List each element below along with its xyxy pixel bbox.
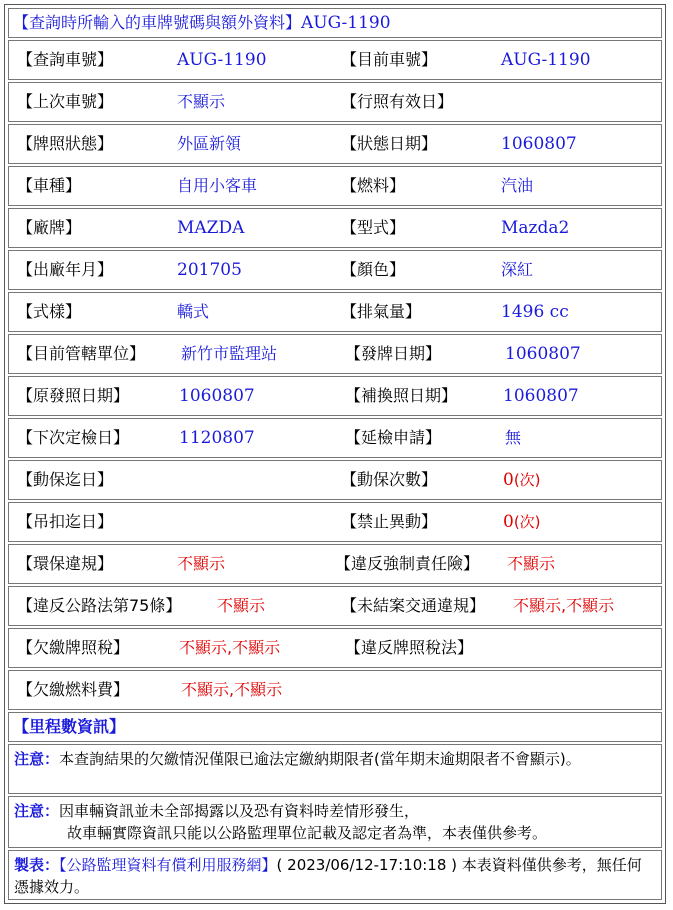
field-label: 【下次定檢日】 <box>17 428 130 447</box>
query-header-row <box>8 8 662 38</box>
field-label: 【延檢申請】 <box>345 428 442 447</box>
note-2-line1: 因車輛資訊並未全部揭露以及恐有資料時差情形發生， <box>59 802 420 820</box>
info-row <box>8 628 662 668</box>
info-row <box>8 82 662 122</box>
field-value: 深紅 <box>501 260 534 279</box>
field-label: 【牌照狀態】 <box>17 134 114 153</box>
field-value: 自用小客車 <box>177 176 258 195</box>
info-row <box>8 376 662 416</box>
field-label: 【違反強制責任險】 <box>335 554 480 573</box>
field-label: 【未結案交通違規】 <box>341 596 486 615</box>
count-number: 0 <box>503 512 514 532</box>
note-row-2 <box>8 796 662 848</box>
field-value: 不顯示,不顯示 <box>181 680 283 699</box>
field-value: 不顯示 <box>177 554 226 573</box>
field-value: 外區新領 <box>177 134 242 153</box>
field-value: 轎式 <box>177 302 210 321</box>
field-label: 【原發照日期】 <box>17 386 130 405</box>
vehicle-info-sheet <box>4 4 666 904</box>
field-value: 不顯示 <box>507 554 556 573</box>
field-label: 【上次車號】 <box>17 92 114 111</box>
service-link[interactable]: 【公路監理資料有償利用服務網】 <box>59 856 277 874</box>
count-number: 0 <box>503 470 514 490</box>
field-label: 【車種】 <box>17 176 82 195</box>
field-value: 1060807 <box>501 134 577 154</box>
field-label: 【排氣量】 <box>341 302 422 321</box>
note-row-1 <box>8 744 662 794</box>
field-value: 不顯示,不顯示 <box>179 638 281 657</box>
field-value: Mazda2 <box>501 218 570 238</box>
field-value: 新竹市監理站 <box>181 344 278 363</box>
note-1-head: 注意： <box>14 750 60 768</box>
field-label: 【禁止異動】 <box>341 512 438 531</box>
info-row <box>8 544 662 584</box>
field-value: 不顯示 <box>177 92 226 111</box>
field-value: 汽油 <box>501 176 534 195</box>
field-value: 1060807 <box>505 344 581 364</box>
field-value: 1060807 <box>179 386 255 406</box>
field-value: 1496 cc <box>501 302 569 322</box>
note-2-line2: 故車輛實際資訊只能以公路監理單位記載及認定者為準，本表僅供參考。 <box>67 824 548 842</box>
field-label: 【吊扣迄日】 <box>17 512 114 531</box>
info-row <box>8 670 662 710</box>
info-row <box>8 166 662 206</box>
field-label: 【補換照日期】 <box>345 386 458 405</box>
field-value: 1060807 <box>503 386 579 406</box>
footer-head: 製表： <box>14 856 60 874</box>
info-row <box>8 292 662 332</box>
field-label: 【顏色】 <box>341 260 406 279</box>
field-label: 【行照有效日】 <box>341 92 454 111</box>
mileage-row <box>8 712 662 742</box>
info-row <box>8 334 662 374</box>
field-label: 【欠繳燃料費】 <box>17 680 130 699</box>
footer-note: ( 2023/06/12-17:10:18 ) 本表資料僅供參考，無任何憑據效力。 <box>14 856 642 896</box>
field-label: 【查詢車號】 <box>17 50 114 69</box>
field-label: 【型式】 <box>341 218 406 237</box>
info-row <box>8 502 662 542</box>
field-label: 【動保迄日】 <box>17 470 114 489</box>
field-label: 【違反牌照稅法】 <box>345 638 474 657</box>
note-1 <box>14 748 656 770</box>
note-1-text: 本查詢結果的欠繳情況僅限已逾法定繳納期限者(當年期末逾期限者不會顯示)。 <box>59 750 581 768</box>
count-unit: (次) <box>513 513 541 531</box>
field-value: MAZDA <box>177 218 245 238</box>
footer-text <box>14 854 656 898</box>
mileage-title: 【里程數資訊】 <box>13 717 126 736</box>
field-label: 【出廠年月】 <box>17 260 114 279</box>
field-label: 【廠牌】 <box>17 218 82 237</box>
field-value: 不顯示 <box>217 596 266 615</box>
info-row <box>8 250 662 290</box>
note-2-head: 注意： <box>14 802 60 820</box>
info-row <box>8 208 662 248</box>
footer-row <box>8 850 662 900</box>
field-label: 【欠繳牌照稅】 <box>17 638 130 657</box>
info-row <box>8 418 662 458</box>
info-row <box>8 124 662 164</box>
info-row <box>8 586 662 626</box>
info-row <box>8 40 662 80</box>
field-value: 無 <box>505 428 522 447</box>
field-value: AUG-1190 <box>501 50 591 70</box>
field-label: 【違反公路法第75條】 <box>17 596 182 615</box>
field-label: 【環保違規】 <box>17 554 114 573</box>
field-value: 不顯示,不顯示 <box>513 596 615 615</box>
count-value <box>503 512 541 532</box>
field-label: 【動保次數】 <box>341 470 438 489</box>
field-value: 1120807 <box>179 428 255 448</box>
note-2 <box>14 800 656 844</box>
field-label: 【目前管轄單位】 <box>17 344 146 363</box>
field-label: 【式樣】 <box>17 302 82 321</box>
field-label: 【狀態日期】 <box>341 134 438 153</box>
field-label: 【目前車號】 <box>341 50 438 69</box>
count-unit: (次) <box>513 471 541 489</box>
query-header-title: 【查詢時所輸入的車牌號碼與額外資料】AUG-1190 <box>13 13 391 33</box>
count-value <box>503 470 541 490</box>
info-row <box>8 460 662 500</box>
field-label: 【發牌日期】 <box>345 344 442 363</box>
field-label: 【燃料】 <box>341 176 406 195</box>
field-value: 201705 <box>177 260 242 280</box>
field-value: AUG-1190 <box>177 50 267 70</box>
